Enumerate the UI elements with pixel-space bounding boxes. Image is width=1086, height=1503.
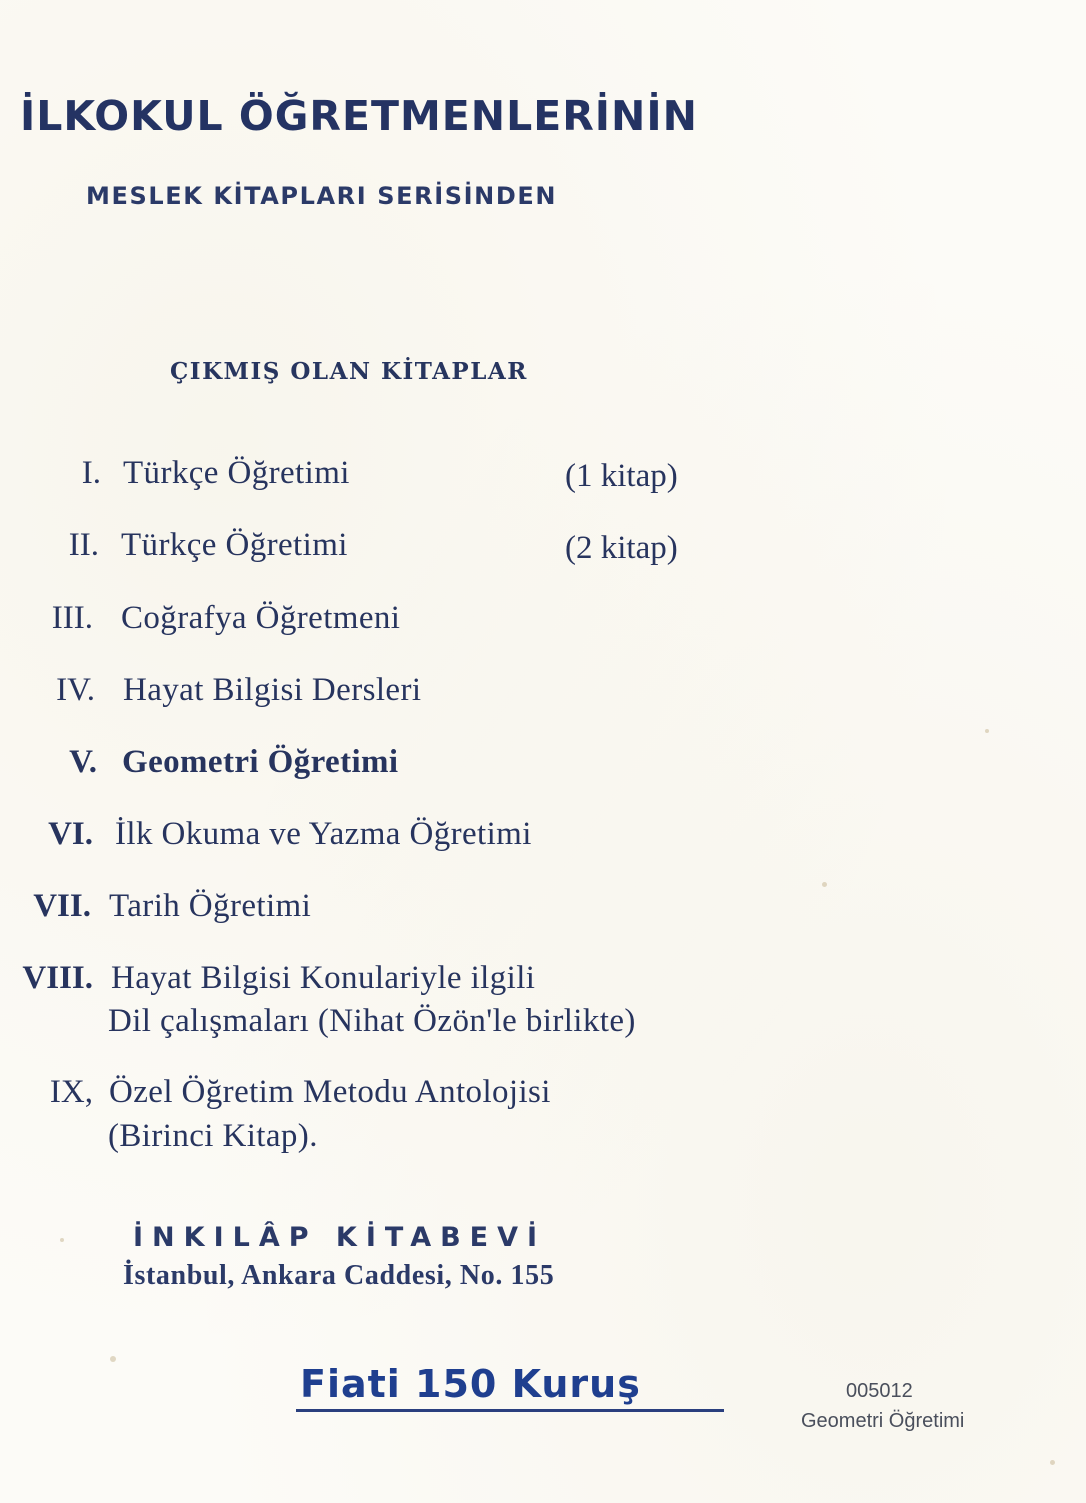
book-numeral: VIII. — [22, 960, 93, 996]
publisher-name: İNKILÂP KİTABEVİ — [133, 1222, 547, 1253]
book-numeral: IV. — [56, 672, 95, 708]
paper-speck — [60, 1238, 64, 1242]
book-title-line2: (Birinci Kitap). — [108, 1118, 318, 1154]
publisher-address: İstanbul, Ankara Caddesi, No. 155 — [123, 1260, 555, 1291]
published-books-heading: ÇIKMIŞ OLAN KİTAPLAR — [170, 358, 528, 385]
paper-speck — [822, 882, 827, 887]
book-note: (2 kitap) — [565, 530, 678, 566]
book-numeral: III. — [51, 600, 93, 636]
series-title: İLKOKUL ÖĞRETMENLERİNİN — [20, 92, 698, 140]
book-title: Özel Öğretim Metodu Antolojisi — [109, 1074, 551, 1110]
catalog-title: Geometri Öğretimi — [801, 1410, 965, 1432]
paper-speck — [110, 1356, 116, 1362]
book-numeral: VI. — [48, 816, 93, 852]
book-title: Hayat Bilgisi Dersleri — [123, 672, 422, 708]
price-label: Fiati 150 Kuruş — [300, 1362, 641, 1406]
book-title: İlk Okuma ve Yazma Öğretimi — [115, 816, 532, 852]
book-numeral: II. — [68, 527, 99, 563]
book-title: Geometri Öğretimi — [122, 744, 399, 780]
book-title: Hayat Bilgisi Konulariyle ilgili — [111, 960, 536, 996]
price-underline — [296, 1409, 724, 1412]
book-numeral: V. — [69, 744, 97, 780]
book-numeral: VII. — [33, 888, 91, 924]
paper-speck — [985, 729, 989, 733]
book-title: Türkçe Öğretimi — [123, 455, 350, 491]
book-title-line2: Dil çalışmaları (Nihat Özön'le birlikte) — [108, 1003, 636, 1039]
catalog-id: 005012 — [846, 1380, 913, 1402]
book-note: (1 kitap) — [565, 458, 678, 494]
book-numeral: I. — [81, 455, 101, 491]
paper-speck — [1050, 1460, 1055, 1465]
series-subtitle: MESLEK KİTAPLARI SERİSİNDEN — [86, 182, 558, 210]
book-title: Türkçe Öğretimi — [121, 527, 348, 563]
book-title: Coğrafya Öğretmeni — [121, 600, 401, 636]
book-numeral: IX, — [49, 1074, 93, 1110]
book-title: Tarih Öğretimi — [109, 888, 312, 924]
